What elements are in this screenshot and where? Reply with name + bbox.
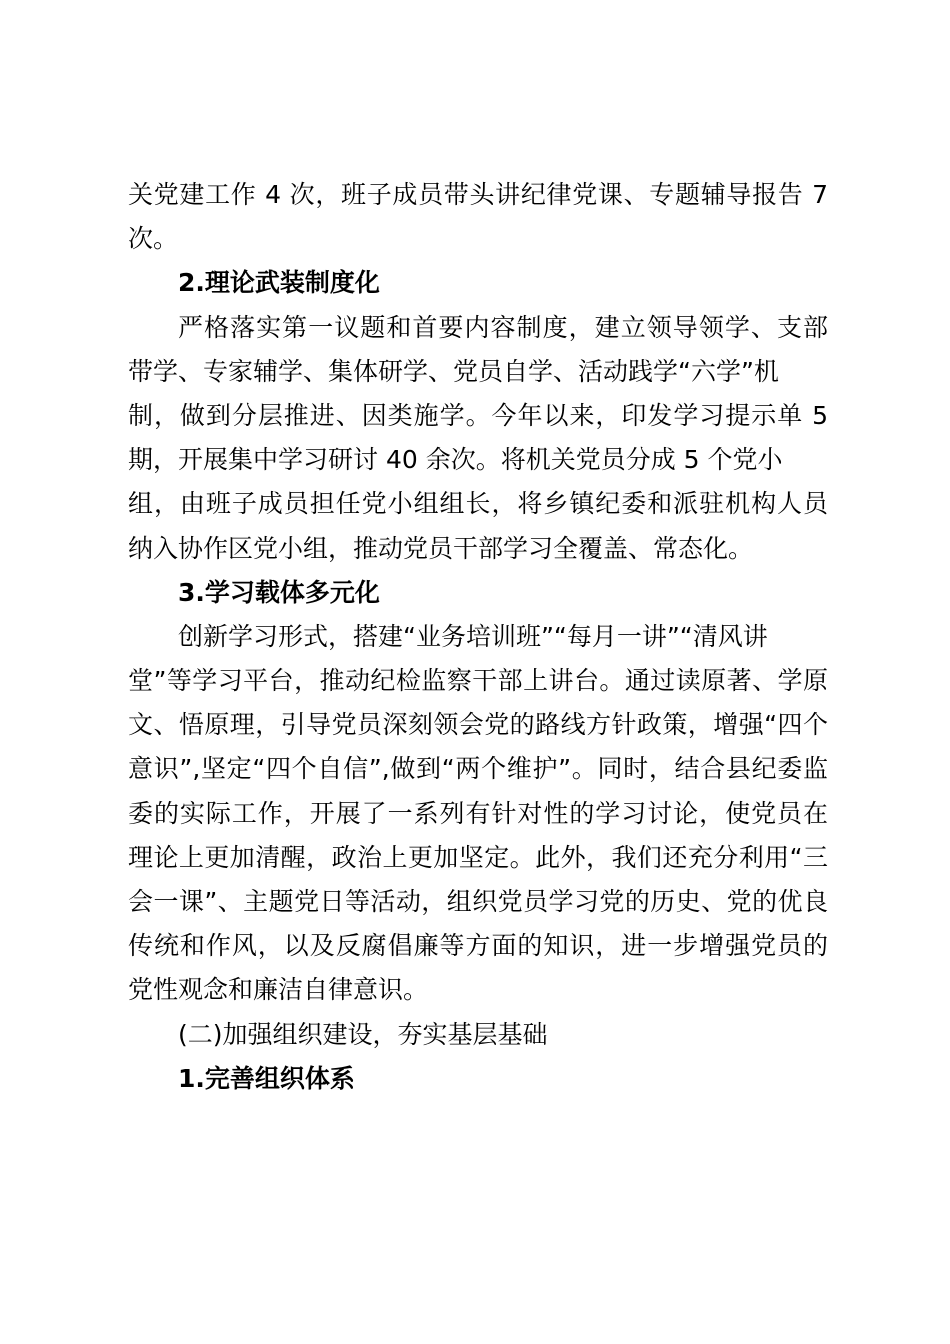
text-line: 带学、专家辅学、集体研学、党员自学、活动践学“六学”机 xyxy=(128,356,779,386)
text-line: 文、悟原理，引导党员深刻领会党的路线方针政策，增强“四个 xyxy=(128,710,828,740)
section-heading: 3.学习载体多元化 xyxy=(178,577,380,607)
text-line: 期，开展集中学习研讨 40 余次。将机关党员分成 5 个党小 xyxy=(128,445,783,475)
text-line: 制，做到分层推进、因类施学。今年以来，印发学习提示单 5 xyxy=(128,400,828,430)
document-body xyxy=(128,173,828,1101)
text-line: 党性观念和廉洁自律意识。 xyxy=(128,975,429,1005)
text-line: 意识”,坚定“四个自信”,做到“两个维护”。同时，结合县纪委监 xyxy=(128,754,828,784)
text-line: 严格落实第一议题和首要内容制度，建立领导领学、支部 xyxy=(178,312,828,342)
text-line: 委的实际工作，开展了一系列有针对性的学习讨论，使党员在 xyxy=(128,798,828,828)
text-line: (二)加强组织建设，夯实基层基础 xyxy=(178,1019,548,1049)
text-line: 堂”等学习平台，推动纪检监察干部上讲台。通过读原著、学原 xyxy=(128,666,828,696)
text-line: 次。 xyxy=(128,224,179,254)
text-line: 创新学习形式，搭建“业务培训班”“每月一讲”“清风讲 xyxy=(178,621,768,651)
section-heading: 1.完善组织体系 xyxy=(178,1063,355,1093)
text-line: 会一课”、主题党日等活动，组织党员学习党的历史、党的优良 xyxy=(128,887,828,916)
section-heading: 2.理论武装制度化 xyxy=(178,268,380,298)
text-line: 关党建工作 4 次，班子成员带头讲纪律党课、专题辅导报告 7 xyxy=(128,180,828,209)
text-line: 组，由班子成员担任党小组组长，将乡镇纪委和派驻机构人员 xyxy=(128,489,828,519)
text-line: 纳入协作区党小组，推动党员干部学习全覆盖、常态化。 xyxy=(128,533,754,563)
text-line: 理论上更加清醒，政治上更加坚定。此外，我们还充分利用“三 xyxy=(128,842,828,872)
text-line: 传统和作风，以及反腐倡廉等方面的知识，进一步增强党员的 xyxy=(128,931,828,961)
